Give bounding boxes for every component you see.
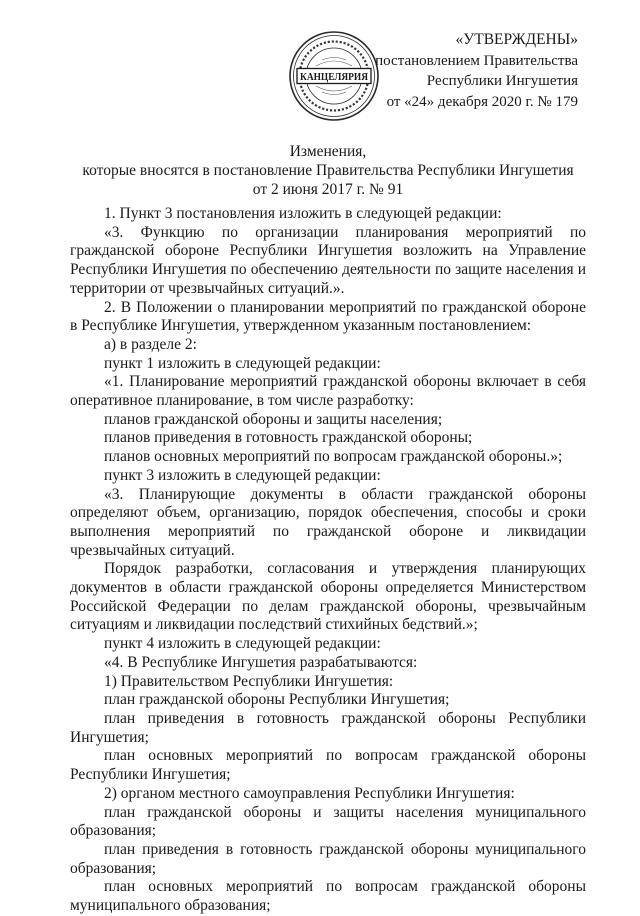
- paragraph: план приведения в готовность гражданской обороны муниципального образования;: [70, 840, 586, 877]
- paragraph: пункт 3 изложить в следующей редакции:: [104, 466, 381, 484]
- paragraph: 1. Пункт 3 постановления изложить в следующей редакции:: [104, 205, 502, 222]
- paragraph: «4. В Республике Ингушетия разрабатываются:: [104, 653, 418, 671]
- seal-center-text: КАНЦЕЛЯРИЯ: [300, 72, 369, 83]
- document-title: [70, 142, 586, 199]
- paragraph: планов приведения в готовность гражданской обороны;: [104, 429, 473, 447]
- paragraph: 1) Правительством Республики Ингушетия:: [104, 672, 394, 690]
- paragraph: 2. В Положении о планировании мероприятий по гражданской обороне в Республике Ингушетия, утвержденном указанным постановлением:: [70, 298, 586, 335]
- document-body: [70, 205, 586, 916]
- approval-heading: «УТВЕРЖДЕНЫ»: [455, 31, 578, 48]
- paragraph: «1. Планирование мероприятий гражданской обороны включает в себя оперативное планирование, в том числе разработку:: [70, 373, 586, 410]
- paragraph: а) в разделе 2:: [104, 335, 197, 353]
- paragraph: «3. Планирующие документы в области гражданской обороны определяют объем, организацию, порядок обеспечения, способы и сроки выполнения мероприятий по гражданской обороне и ликвидации чрезвычайных ситуаций.: [70, 485, 586, 559]
- paragraph: «3. Функцию по организации планирования мероприятий по гражданской обороне Республики Ингушетия возложить на Управление Республики Ингушетия по обеспечению деятельности по защите населения и территории от чрезвычайных ситуаций.».: [70, 223, 586, 297]
- paragraph: план гражданской обороны Республики Ингушетия;: [104, 691, 450, 709]
- approval-line-2: Республики Ингушетия: [426, 73, 578, 89]
- paragraph: планов гражданской обороны и защиты населения;: [104, 410, 443, 428]
- paragraph: план основных мероприятий по вопросам гражданской обороны Республики Ингушетия;: [70, 747, 586, 784]
- approval-line-3: от «24» декабря 2020 г. № 179: [386, 93, 578, 110]
- title-line-1: Изменения,: [289, 143, 367, 160]
- paragraph: план основных мероприятий по вопросам гражданской обороны муниципального образования;: [70, 878, 586, 915]
- paragraph: план приведения в готовность гражданской обороны Республики Ингушетия;: [70, 709, 586, 746]
- paragraph: план гражданской обороны и защиты населения муниципального образования;: [70, 803, 586, 840]
- paragraph: пункт 4 изложить в следующей редакции:: [104, 635, 381, 653]
- paragraph: Порядок разработки, согласования и утверждения планирующих документов в области гражданской обороны определяется Министерством Российской Федерации по делам гражданской обороны, чрезвычайным ситуациям и ликвидации последствий стихийных бедствий.»;: [70, 560, 586, 634]
- title-line-3: от 2 июня 2017 г. № 91: [252, 181, 404, 198]
- title-line-2: которые вносятся в постановление Правительства Республики Ингушетия: [82, 162, 574, 179]
- paragraph: планов основных мероприятий по вопросам гражданской обороны.»;: [104, 448, 563, 466]
- approval-block: [375, 30, 578, 112]
- paragraph: 2) органом местного самоуправления Республики Ингушетия:: [104, 784, 515, 802]
- official-seal-stamp: [288, 30, 380, 122]
- approval-line-1: постановлением Правительства: [375, 52, 578, 69]
- paragraph: пункт 1 изложить в следующей редакции:: [104, 354, 381, 372]
